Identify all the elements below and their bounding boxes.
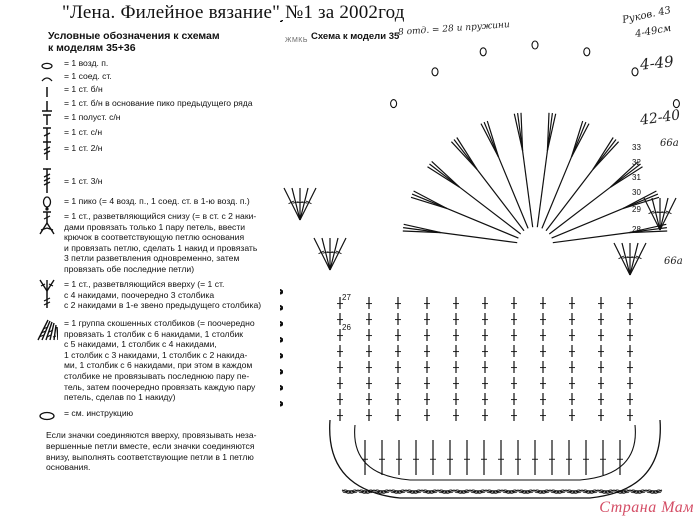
legend-text: = см. инструкцию bbox=[64, 408, 134, 418]
handwritten-note: 42-40 bbox=[639, 107, 682, 129]
branching-top-icon bbox=[36, 279, 58, 309]
handwritten-note: 8 отд. = 28 и пружини bbox=[397, 20, 511, 38]
legend-item bbox=[36, 196, 250, 212]
legend-item bbox=[36, 143, 103, 159]
legend-item bbox=[36, 168, 103, 194]
treble-crochet-icon bbox=[36, 143, 58, 159]
legend-item bbox=[36, 112, 121, 128]
legend-text: = 1 ст. 2/н bbox=[64, 143, 103, 153]
half-double-crochet-icon bbox=[36, 112, 58, 128]
legend-text: = 1 ст., разветвляющийся снизу (= в ст. с 2 наки- дами провязать только 1 пару петель, ввести крючок в соответствующую петлю основания и провязать петлю, сделать 1 накид и провязать 3 петли разветвления одновременно, затем провязать обе последние петли) bbox=[64, 211, 258, 274]
oval-instruction-icon bbox=[36, 408, 58, 424]
page-title: "Лена. Филейное вязание" №1 за 2002год bbox=[62, 2, 405, 23]
legend-text: = 1 пико (= 4 возд. п., 1 соед. ст. в 1-ю возд. п.) bbox=[64, 196, 250, 206]
stamp-text: ЖМКЬ bbox=[285, 37, 308, 44]
handwritten-note: 4-49 bbox=[639, 52, 675, 74]
legend-text: = 1 группа скошенных столбиков (= поочередно провязать 1 столбик с 6 накидами, 1 столбик с 5 накидами, 1 столбик с 4 накидами, 1 столбик с 3 накидами, 1 столбик с 2 накида- ми, 1 столбик с 6 накидами, при этом в каждом столбике не провязывать последнюю пару пе- тель, затем поочередно провязать каждую пару петель, сделав по 1 накиду) bbox=[64, 318, 256, 403]
row-number: 31 bbox=[632, 173, 641, 182]
picot-icon bbox=[36, 196, 58, 212]
legend-text: = 1 ст., разветвляющийся вверху (= 1 ст. с 4 накидами, поочередно 3 столбика с 2 накидами в 1-е звено предыдущего столбика) bbox=[64, 279, 262, 311]
legend-item bbox=[36, 318, 255, 403]
legend-text: = 1 ст. 3/н bbox=[64, 176, 103, 186]
triple-treble-icon bbox=[36, 168, 58, 194]
row-number: 28 bbox=[632, 225, 641, 234]
handwritten-note: 66а bbox=[660, 138, 679, 149]
row-number: 32 bbox=[632, 158, 641, 167]
legend-text: = 1 ст. с/н bbox=[64, 127, 103, 137]
slanted-group-icon bbox=[36, 318, 58, 342]
handwritten-note: 66а bbox=[664, 256, 683, 267]
legend-text: = 1 ст. б/н в основание пико предыдущего ряда bbox=[64, 98, 253, 108]
legend-text: = 1 полуст. с/н bbox=[64, 112, 121, 122]
joining-note: Если значки соединяются вверху, провязывать неза- вершенные петли вместе, если значки соединяются внизу, выполнять соответствующие петли в 1 петлю основания. bbox=[46, 430, 257, 473]
legend-item bbox=[36, 279, 261, 311]
watermark: Страна Мам bbox=[599, 499, 694, 516]
legend-heading: Условные обозначения к схемам к моделям 35+36 bbox=[48, 30, 220, 54]
row-number: 33 bbox=[632, 143, 641, 152]
handwritten-note: Руков. 43 bbox=[621, 4, 673, 27]
legend-text: = 1 соед. ст. bbox=[64, 71, 112, 81]
crochet-diagram bbox=[280, 20, 700, 510]
legend-item bbox=[36, 211, 257, 275]
row-number: 27 bbox=[342, 293, 351, 302]
row-number: 29 bbox=[632, 205, 641, 214]
legend-text: = 1 ст. б/н bbox=[64, 84, 103, 94]
legend-item bbox=[36, 408, 133, 424]
legend-text: = 1 возд. п. bbox=[64, 58, 109, 68]
row-number: 26 bbox=[342, 323, 351, 332]
handwritten-note: 4-49см bbox=[634, 22, 673, 41]
row-number: 30 bbox=[632, 188, 641, 197]
branching-bottom-icon bbox=[36, 211, 58, 235]
scheme-title: Схема к модели 35 bbox=[311, 31, 400, 42]
